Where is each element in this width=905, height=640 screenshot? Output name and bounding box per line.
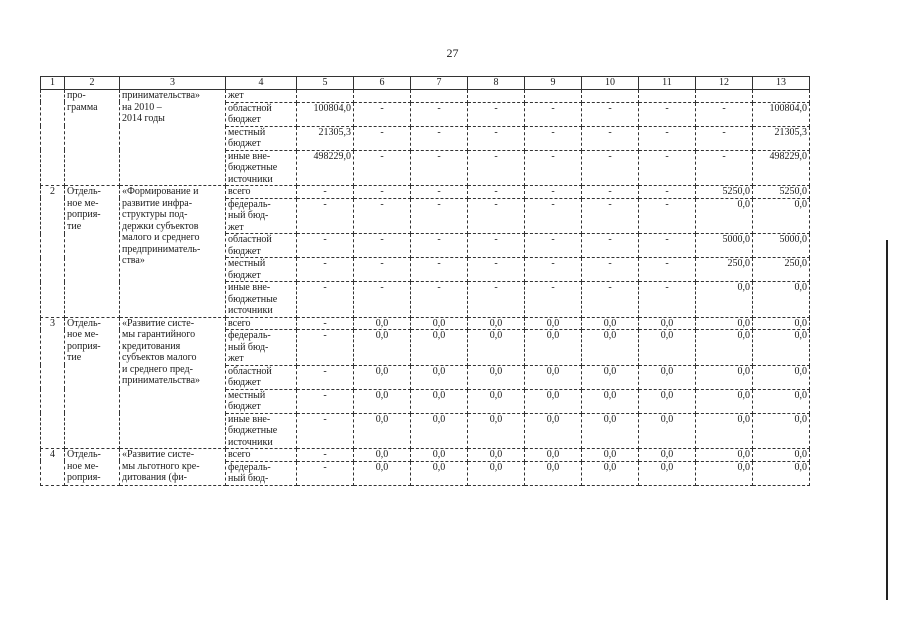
value-cell: - bbox=[297, 186, 354, 199]
funding-source-cell: иные вне- бюджетные источники bbox=[226, 150, 297, 186]
value-cell: - bbox=[297, 234, 354, 258]
value-cell bbox=[525, 90, 582, 103]
value-cell: 0,0 bbox=[525, 413, 582, 449]
value-cell: 0,0 bbox=[468, 330, 525, 366]
value-cell: 250,0 bbox=[696, 258, 753, 282]
value-cell: - bbox=[468, 150, 525, 186]
value-cell: 0,0 bbox=[582, 449, 639, 462]
funding-source-cell: областной бюджет bbox=[226, 102, 297, 126]
value-cell: 5250,0 bbox=[753, 186, 810, 199]
value-cell: 0,0 bbox=[753, 365, 810, 389]
column-header: 1 bbox=[41, 77, 65, 90]
value-cell: 0,0 bbox=[696, 365, 753, 389]
column-header: 3 bbox=[120, 77, 226, 90]
value-cell: - bbox=[582, 102, 639, 126]
value-cell: 0,0 bbox=[753, 449, 810, 462]
value-cell: - bbox=[468, 186, 525, 199]
value-cell: 0,0 bbox=[354, 461, 411, 485]
value-cell: - bbox=[525, 198, 582, 234]
column-header: 12 bbox=[696, 77, 753, 90]
value-cell: - bbox=[297, 258, 354, 282]
value-cell: 0,0 bbox=[525, 330, 582, 366]
value-cell: - bbox=[639, 186, 696, 199]
value-cell: - bbox=[525, 282, 582, 318]
value-cell: - bbox=[525, 102, 582, 126]
value-cell: 0,0 bbox=[696, 461, 753, 485]
value-cell: - bbox=[297, 282, 354, 318]
value-cell: - bbox=[468, 126, 525, 150]
value-cell: 0,0 bbox=[696, 317, 753, 330]
value-cell: 0,0 bbox=[639, 365, 696, 389]
budget-table bbox=[40, 76, 810, 486]
value-cell: 0,0 bbox=[639, 413, 696, 449]
value-cell: 0,0 bbox=[753, 317, 810, 330]
funding-source-cell: федераль- ный бюд- жет bbox=[226, 330, 297, 366]
value-cell: 0,0 bbox=[696, 282, 753, 318]
value-cell: - bbox=[297, 461, 354, 485]
value-cell: - bbox=[297, 389, 354, 413]
measure-name-cell: «Развитие систе- мы льготного кре- дитования (фи- bbox=[120, 449, 226, 486]
table-row bbox=[41, 449, 810, 462]
value-cell: - bbox=[639, 258, 696, 282]
measure-type-cell: Отдель- ное ме- роприя- тие bbox=[65, 317, 120, 449]
value-cell: 0,0 bbox=[753, 413, 810, 449]
value-cell: - bbox=[411, 126, 468, 150]
value-cell: 0,0 bbox=[354, 330, 411, 366]
value-cell: 0,0 bbox=[525, 449, 582, 462]
funding-source-cell: федераль- ный бюд- жет bbox=[226, 198, 297, 234]
value-cell bbox=[354, 90, 411, 103]
value-cell: 21305,3 bbox=[297, 126, 354, 150]
value-cell: 0,0 bbox=[468, 413, 525, 449]
value-cell: - bbox=[639, 282, 696, 318]
value-cell: - bbox=[582, 126, 639, 150]
value-cell: - bbox=[297, 317, 354, 330]
value-cell: 0,0 bbox=[354, 317, 411, 330]
value-cell bbox=[411, 90, 468, 103]
funding-source-cell: иные вне- бюджетные источники bbox=[226, 282, 297, 318]
value-cell: 0,0 bbox=[696, 449, 753, 462]
value-cell bbox=[753, 90, 810, 103]
row-number-cell bbox=[41, 90, 65, 186]
value-cell: - bbox=[582, 282, 639, 318]
value-cell: - bbox=[639, 126, 696, 150]
value-cell: - bbox=[582, 186, 639, 199]
value-cell: 5000,0 bbox=[696, 234, 753, 258]
value-cell: 0,0 bbox=[696, 389, 753, 413]
value-cell: 250,0 bbox=[753, 258, 810, 282]
value-cell: 0,0 bbox=[411, 317, 468, 330]
value-cell: 0,0 bbox=[411, 389, 468, 413]
funding-source-cell: иные вне- бюджетные источники bbox=[226, 413, 297, 449]
row-number-cell: 3 bbox=[41, 317, 65, 449]
value-cell: - bbox=[354, 186, 411, 199]
value-cell: - bbox=[297, 413, 354, 449]
value-cell: 0,0 bbox=[639, 330, 696, 366]
value-cell: - bbox=[354, 282, 411, 318]
page-number: 27 bbox=[446, 46, 459, 60]
value-cell: - bbox=[411, 150, 468, 186]
value-cell: - bbox=[696, 150, 753, 186]
value-cell: 0,0 bbox=[582, 461, 639, 485]
table-body bbox=[41, 77, 810, 486]
value-cell: 0,0 bbox=[525, 389, 582, 413]
value-cell: - bbox=[354, 258, 411, 282]
value-cell bbox=[468, 90, 525, 103]
value-cell: - bbox=[696, 102, 753, 126]
value-cell: 0,0 bbox=[582, 317, 639, 330]
value-cell bbox=[696, 90, 753, 103]
value-cell: 0,0 bbox=[639, 449, 696, 462]
value-cell: 0,0 bbox=[354, 449, 411, 462]
funding-source-cell: федераль- ный бюд- bbox=[226, 461, 297, 485]
value-cell: - bbox=[411, 102, 468, 126]
value-cell: - bbox=[297, 449, 354, 462]
value-cell: 0,0 bbox=[696, 413, 753, 449]
value-cell: - bbox=[582, 258, 639, 282]
value-cell: 498229,0 bbox=[297, 150, 354, 186]
column-header: 2 bbox=[65, 77, 120, 90]
value-cell: - bbox=[297, 330, 354, 366]
value-cell: 0,0 bbox=[582, 413, 639, 449]
value-cell: 0,0 bbox=[411, 413, 468, 449]
column-header: 6 bbox=[354, 77, 411, 90]
header-row bbox=[41, 77, 810, 90]
column-header: 9 bbox=[525, 77, 582, 90]
funding-source-cell: областной бюджет bbox=[226, 234, 297, 258]
value-cell: - bbox=[411, 258, 468, 282]
value-cell: 0,0 bbox=[525, 365, 582, 389]
value-cell: 0,0 bbox=[582, 389, 639, 413]
measure-type-cell: про- грамма bbox=[65, 90, 120, 186]
budget-table-wrapper bbox=[40, 76, 810, 486]
value-cell: 0,0 bbox=[354, 365, 411, 389]
value-cell: 0,0 bbox=[639, 461, 696, 485]
margin-bar bbox=[886, 240, 888, 600]
value-cell: 5000,0 bbox=[753, 234, 810, 258]
column-header: 10 bbox=[582, 77, 639, 90]
value-cell: 0,0 bbox=[753, 389, 810, 413]
value-cell: - bbox=[354, 126, 411, 150]
value-cell: - bbox=[582, 234, 639, 258]
measure-name-cell: «Формирование и развитие инфра- структуры под- держки субъектов малого и среднего предприниматель- ства» bbox=[120, 186, 226, 318]
value-cell: 0,0 bbox=[354, 389, 411, 413]
value-cell: 0,0 bbox=[696, 198, 753, 234]
value-cell: - bbox=[468, 282, 525, 318]
funding-source-cell: местный бюджет bbox=[226, 258, 297, 282]
funding-source-cell: всего bbox=[226, 449, 297, 462]
row-number-cell: 2 bbox=[41, 186, 65, 318]
value-cell: - bbox=[411, 282, 468, 318]
value-cell bbox=[297, 90, 354, 103]
measure-type-cell: Отдель- ное ме- роприя- bbox=[65, 449, 120, 486]
value-cell: 5250,0 bbox=[696, 186, 753, 199]
value-cell: - bbox=[525, 258, 582, 282]
value-cell: 0,0 bbox=[525, 317, 582, 330]
value-cell: - bbox=[354, 234, 411, 258]
value-cell: - bbox=[411, 198, 468, 234]
value-cell: - bbox=[411, 186, 468, 199]
value-cell: 0,0 bbox=[753, 330, 810, 366]
value-cell: 0,0 bbox=[468, 365, 525, 389]
value-cell: 0,0 bbox=[639, 389, 696, 413]
row-number-cell: 4 bbox=[41, 449, 65, 486]
value-cell: - bbox=[525, 126, 582, 150]
column-header: 11 bbox=[639, 77, 696, 90]
value-cell: 0,0 bbox=[468, 317, 525, 330]
value-cell: - bbox=[468, 102, 525, 126]
value-cell: 100804,0 bbox=[753, 102, 810, 126]
funding-source-cell: местный бюджет bbox=[226, 389, 297, 413]
value-cell: 0,0 bbox=[753, 282, 810, 318]
column-header: 13 bbox=[753, 77, 810, 90]
column-header: 4 bbox=[226, 77, 297, 90]
value-cell: - bbox=[468, 198, 525, 234]
value-cell: 0,0 bbox=[468, 449, 525, 462]
value-cell: 0,0 bbox=[639, 317, 696, 330]
value-cell: 0,0 bbox=[354, 413, 411, 449]
value-cell: - bbox=[639, 102, 696, 126]
value-cell bbox=[582, 90, 639, 103]
value-cell: 0,0 bbox=[411, 365, 468, 389]
column-header: 8 bbox=[468, 77, 525, 90]
value-cell: - bbox=[582, 198, 639, 234]
value-cell: - bbox=[354, 102, 411, 126]
value-cell: - bbox=[582, 150, 639, 186]
value-cell: - bbox=[411, 234, 468, 258]
table-row bbox=[41, 90, 810, 103]
value-cell: - bbox=[297, 365, 354, 389]
funding-source-cell: всего bbox=[226, 317, 297, 330]
value-cell: 0,0 bbox=[582, 365, 639, 389]
measure-name-cell: «Развитие систе- мы гарантийного кредитования субъектов малого и среднего пред- принимательства» bbox=[120, 317, 226, 449]
value-cell: 0,0 bbox=[525, 461, 582, 485]
value-cell bbox=[639, 90, 696, 103]
measure-name-cell: принимательства» на 2010 – 2014 годы bbox=[120, 90, 226, 186]
funding-source-cell: местный бюджет bbox=[226, 126, 297, 150]
value-cell: - bbox=[297, 198, 354, 234]
column-header: 5 bbox=[297, 77, 354, 90]
table-row bbox=[41, 186, 810, 199]
value-cell: - bbox=[639, 150, 696, 186]
column-header: 7 bbox=[411, 77, 468, 90]
value-cell: 0,0 bbox=[753, 198, 810, 234]
value-cell: 0,0 bbox=[468, 461, 525, 485]
funding-source-cell: жет bbox=[226, 90, 297, 103]
value-cell: - bbox=[696, 126, 753, 150]
funding-source-cell: областной бюджет bbox=[226, 365, 297, 389]
value-cell: 0,0 bbox=[411, 330, 468, 366]
funding-source-cell: всего bbox=[226, 186, 297, 199]
value-cell: 100804,0 bbox=[297, 102, 354, 126]
measure-type-cell: Отдель- ное ме- роприя- тие bbox=[65, 186, 120, 318]
value-cell: 21305,3 bbox=[753, 126, 810, 150]
value-cell: 0,0 bbox=[696, 330, 753, 366]
value-cell: - bbox=[525, 186, 582, 199]
value-cell: 0,0 bbox=[582, 330, 639, 366]
value-cell: - bbox=[354, 150, 411, 186]
value-cell: - bbox=[639, 198, 696, 234]
value-cell: - bbox=[468, 258, 525, 282]
value-cell: - bbox=[639, 234, 696, 258]
value-cell: 0,0 bbox=[753, 461, 810, 485]
value-cell: 498229,0 bbox=[753, 150, 810, 186]
value-cell: - bbox=[525, 234, 582, 258]
value-cell: - bbox=[468, 234, 525, 258]
table-row bbox=[41, 317, 810, 330]
value-cell: - bbox=[525, 150, 582, 186]
value-cell: 0,0 bbox=[411, 449, 468, 462]
value-cell: 0,0 bbox=[468, 389, 525, 413]
value-cell: - bbox=[354, 198, 411, 234]
value-cell: 0,0 bbox=[411, 461, 468, 485]
